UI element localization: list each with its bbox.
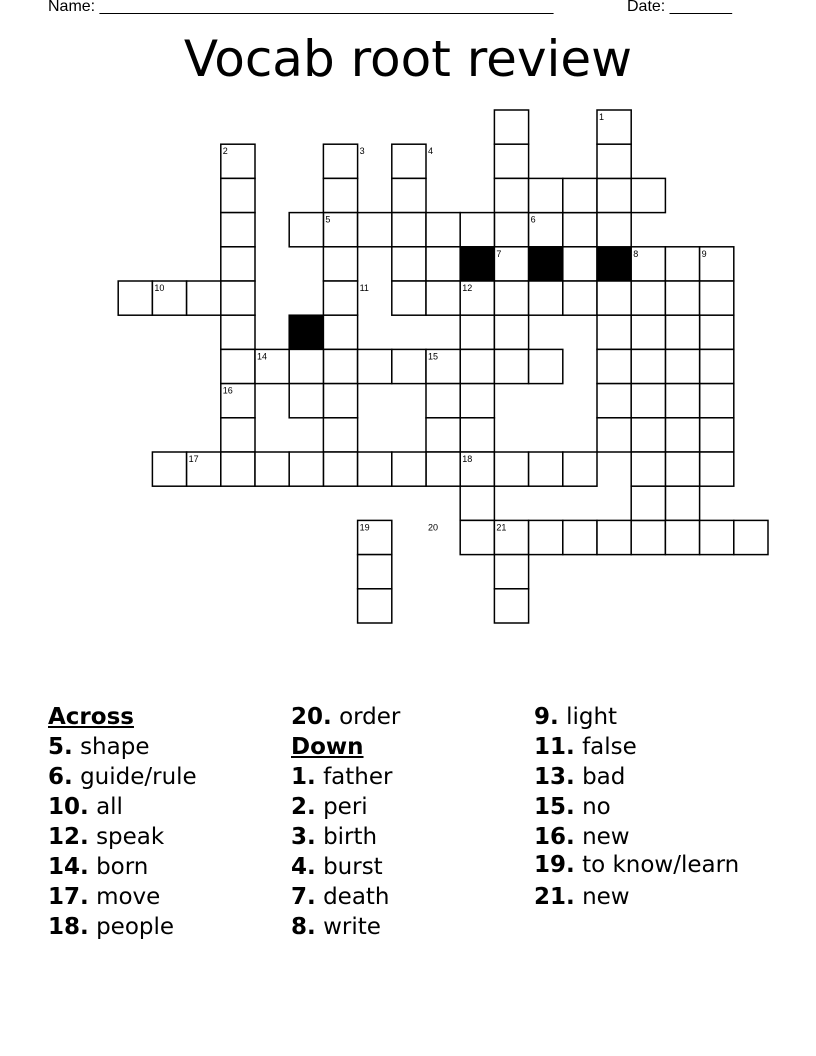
grid-cell[interactable]	[700, 281, 734, 315]
across-heading: Across	[48, 704, 134, 730]
grid-cell[interactable]	[563, 247, 597, 281]
grid-cell[interactable]	[358, 452, 392, 486]
grid-cell[interactable]	[426, 452, 460, 486]
clue-across-20: 20. order	[291, 704, 401, 730]
grid-cell[interactable]	[289, 384, 323, 418]
grid-cell[interactable]	[700, 418, 734, 452]
black-cell	[460, 247, 494, 281]
grid-cell[interactable]	[289, 452, 323, 486]
name-field-label: Name: ___________________________________________________	[48, 0, 554, 15]
clue-down-16: 16. new	[534, 824, 630, 850]
clue-down-2: 2. peri	[291, 794, 368, 820]
cell-number: 15	[428, 351, 439, 362]
grid-cell[interactable]	[597, 520, 631, 554]
grid-cell[interactable]	[631, 486, 665, 520]
cell-number: 20	[428, 522, 439, 533]
grid-cell[interactable]	[221, 315, 255, 349]
grid-cell[interactable]	[631, 520, 665, 554]
cell-number: 1	[599, 112, 605, 122]
grid-cell[interactable]	[597, 144, 631, 178]
grid-cell[interactable]	[392, 247, 426, 281]
grid-cell[interactable]	[460, 384, 494, 418]
grid-cell[interactable]	[221, 213, 255, 247]
cell-number: 18	[462, 454, 473, 464]
grid-cell[interactable]	[563, 520, 597, 554]
grid-cell[interactable]	[323, 247, 357, 281]
cell-number: 9	[701, 248, 707, 259]
grid-cell[interactable]	[221, 281, 255, 315]
grid-cell[interactable]	[392, 281, 426, 315]
clue-column-3	[534, 702, 754, 912]
black-cell	[597, 247, 631, 281]
grid-cell[interactable]	[597, 281, 631, 315]
grid-cell[interactable]	[665, 384, 699, 418]
grid-cell[interactable]	[597, 315, 631, 349]
grid-cell[interactable]	[289, 213, 323, 247]
cell-number: 3	[359, 146, 365, 157]
grid-cell[interactable]	[289, 349, 323, 383]
grid-cell[interactable]	[221, 247, 255, 281]
grid-cell[interactable]	[426, 384, 460, 418]
cell-number: 12	[462, 283, 473, 293]
grid-cell[interactable]	[631, 418, 665, 452]
grid-cell[interactable]	[323, 349, 357, 383]
grid-cell[interactable]	[631, 349, 665, 383]
grid-cell[interactable]	[494, 213, 528, 247]
grid-cell[interactable]	[494, 110, 528, 144]
grid-cell[interactable]	[221, 418, 255, 452]
grid-cell[interactable]	[734, 520, 768, 554]
grid-cell[interactable]	[700, 520, 734, 554]
grid-cell[interactable]	[529, 452, 563, 486]
clue-down-11: 11. false	[534, 734, 637, 760]
grid-cell[interactable]	[631, 178, 665, 212]
grid-cell[interactable]	[152, 452, 186, 486]
grid-cell[interactable]	[323, 418, 357, 452]
clue-across-18: 18. people	[48, 914, 175, 940]
grid-cell[interactable]	[358, 213, 392, 247]
clue-across-17: 17. move	[48, 884, 161, 910]
grid-cell[interactable]	[426, 418, 460, 452]
grid-cell[interactable]	[494, 349, 528, 383]
grid-cell[interactable]	[665, 486, 699, 520]
grid-cell[interactable]	[665, 349, 699, 383]
grid-cell[interactable]	[597, 178, 631, 212]
grid-cell[interactable]	[426, 247, 460, 281]
down-heading: Down	[291, 734, 364, 760]
grid-cell[interactable]	[494, 452, 528, 486]
grid-cell[interactable]	[700, 384, 734, 418]
grid-cell[interactable]	[358, 589, 392, 623]
grid-cell[interactable]	[494, 589, 528, 623]
grid-cell[interactable]	[392, 178, 426, 212]
grid-cell[interactable]	[631, 384, 665, 418]
grid-cell[interactable]	[221, 349, 255, 383]
page-title: Vocab root review	[183, 30, 633, 88]
grid-cell[interactable]	[494, 555, 528, 589]
grid-cell[interactable]	[665, 418, 699, 452]
clue-down-1: 1. father	[291, 764, 393, 790]
grid-cell[interactable]	[700, 315, 734, 349]
cell-number: 4	[428, 146, 434, 157]
grid-cell[interactable]	[631, 452, 665, 486]
grid-cell[interactable]	[323, 144, 357, 178]
clue-across-10: 10. all	[48, 794, 123, 820]
grid-cell[interactable]	[563, 178, 597, 212]
black-cell	[529, 247, 563, 281]
grid-cell[interactable]	[597, 418, 631, 452]
cell-number: 14	[257, 351, 268, 362]
clue-column-2	[291, 702, 400, 942]
grid-cell[interactable]	[563, 281, 597, 315]
clue-column-1	[48, 702, 197, 942]
cell-number: 2	[222, 146, 228, 157]
clue-down-13: 13. bad	[534, 764, 626, 790]
grid-cell[interactable]	[323, 384, 357, 418]
date-field-label: Date: _______	[627, 0, 732, 15]
grid-cell[interactable]	[700, 349, 734, 383]
grid-cell[interactable]	[460, 520, 494, 554]
grid-cell[interactable]	[460, 315, 494, 349]
grid-cell[interactable]	[221, 452, 255, 486]
grid-cell[interactable]	[665, 247, 699, 281]
grid-cell[interactable]	[597, 213, 631, 247]
cell-number: 16	[222, 385, 233, 396]
grid-cell[interactable]	[529, 349, 563, 383]
clue-down-3: 3. birth	[291, 824, 378, 850]
clue-across-5: 5. shape	[48, 734, 150, 760]
grid-cell[interactable]	[358, 555, 392, 589]
grid-cell[interactable]	[118, 281, 152, 315]
grid-cell[interactable]	[665, 520, 699, 554]
grid-cell[interactable]	[529, 281, 563, 315]
grid-cell[interactable]	[494, 315, 528, 349]
grid-cell[interactable]	[323, 315, 357, 349]
grid-cell[interactable]	[392, 349, 426, 383]
grid-cell[interactable]	[494, 144, 528, 178]
grid-cell[interactable]	[323, 281, 357, 315]
cell-number: 21	[496, 522, 507, 533]
clue-down-9: 9. light	[534, 704, 618, 730]
grid-cell[interactable]	[392, 213, 426, 247]
grid-cell[interactable]	[529, 178, 563, 212]
grid-cell[interactable]	[460, 213, 494, 247]
clue-across-14: 14. born	[48, 854, 149, 880]
clue-down-15: 15. no	[534, 794, 611, 820]
grid-cell[interactable]	[221, 178, 255, 212]
clue-across-12: 12. speak	[48, 824, 165, 850]
grid-cell[interactable]	[460, 418, 494, 452]
grid-cell[interactable]	[392, 452, 426, 486]
grid-cell[interactable]	[597, 349, 631, 383]
grid-cell[interactable]	[323, 178, 357, 212]
cell-number: 19	[359, 522, 370, 533]
clue-down-21: 21. new	[534, 884, 630, 910]
clue-down-4: 4. burst	[291, 854, 383, 880]
grid-cell[interactable]	[426, 213, 460, 247]
grid-cell[interactable]	[187, 281, 221, 315]
cell-number: 6	[530, 214, 536, 225]
grid-cell[interactable]	[563, 452, 597, 486]
grid-cell[interactable]	[392, 144, 426, 178]
grid-cell[interactable]	[597, 384, 631, 418]
grid-cell[interactable]	[631, 315, 665, 349]
grid-cell[interactable]	[426, 281, 460, 315]
grid-cell[interactable]	[494, 178, 528, 212]
clue-down-8: 8. write	[291, 914, 381, 940]
clue-down-19: 19. to know/learn	[534, 852, 740, 878]
cell-number: 13	[291, 317, 302, 328]
grid-cell[interactable]	[494, 281, 528, 315]
grid-cell[interactable]	[358, 349, 392, 383]
clue-across-6: 6. guide/rule	[48, 764, 197, 790]
cell-number: 11	[359, 283, 369, 293]
grid-cell[interactable]	[665, 452, 699, 486]
grid-cell[interactable]	[323, 452, 357, 486]
grid-cell[interactable]	[665, 315, 699, 349]
cell-number: 5	[325, 214, 331, 225]
grid-cell[interactable]	[460, 349, 494, 383]
grid-cell[interactable]	[460, 486, 494, 520]
grid-cell[interactable]	[255, 452, 289, 486]
cell-number: 10	[154, 283, 165, 293]
grid-cell[interactable]	[631, 281, 665, 315]
cell-number: 8	[633, 248, 639, 259]
grid-cell[interactable]	[700, 452, 734, 486]
grid-cell[interactable]	[665, 281, 699, 315]
cell-number: 7	[496, 248, 502, 259]
grid-cell[interactable]	[529, 520, 563, 554]
grid-cell[interactable]	[563, 213, 597, 247]
clue-down-7: 7. death	[291, 884, 390, 910]
cell-number: 17	[188, 454, 199, 464]
